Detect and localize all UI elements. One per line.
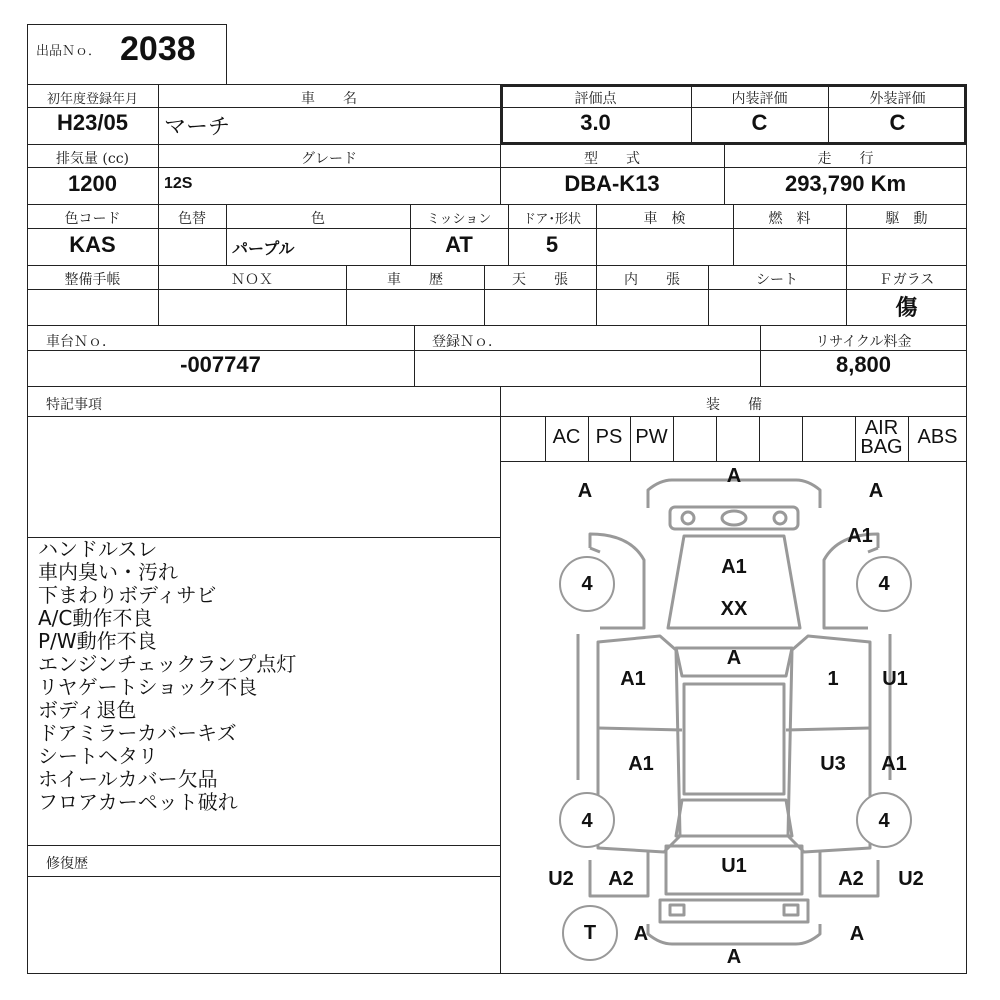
mark-right-front-door: U1 bbox=[882, 668, 908, 690]
drive-label: 駆 動 bbox=[885, 211, 928, 227]
mark-right-pillar: A1 bbox=[847, 525, 873, 547]
equip-ps: PS bbox=[595, 426, 623, 448]
mark-front-left-corner: A bbox=[577, 480, 593, 502]
inspection-label: 車 検 bbox=[643, 211, 686, 227]
lot-number: 2038 bbox=[120, 30, 196, 68]
door-label: ドア･形状 bbox=[522, 212, 582, 227]
color-change-label: 色替 bbox=[178, 211, 206, 227]
equipment-label: 装 備 bbox=[706, 397, 762, 413]
mark-rear-right-tire: 4 bbox=[878, 810, 890, 832]
note-line: P/W動作不良 bbox=[38, 629, 157, 653]
displacement-value: 1200 bbox=[68, 171, 117, 196]
mark-left-rear-door: A1 bbox=[628, 753, 654, 775]
car-name-label: 車 名 bbox=[301, 91, 357, 107]
sunroof-label: 天 張 bbox=[512, 272, 568, 288]
mark-rear-bumper: A bbox=[726, 946, 742, 968]
note-line: シートヘタリ bbox=[38, 744, 158, 768]
color-label: 色 bbox=[311, 211, 325, 227]
mark-left-rear-fender-outer: U2 bbox=[548, 868, 574, 890]
note-line: 下まわりボディサビ bbox=[38, 583, 217, 607]
interior-score-label: 内装評価 bbox=[731, 91, 788, 107]
repair-history-label: 修復歴 bbox=[46, 856, 88, 872]
front-glass-value: 傷 bbox=[895, 295, 918, 321]
mark-front-bumper: A bbox=[726, 465, 742, 487]
grade-value: 12S bbox=[164, 175, 193, 192]
score-value: 3.0 bbox=[580, 110, 611, 135]
fuel-label: 燃 料 bbox=[768, 211, 811, 227]
mark-roof: A bbox=[726, 647, 742, 669]
mark-right-rear-fender: A2 bbox=[838, 868, 864, 890]
recycle-value: 8,800 bbox=[835, 352, 892, 377]
mark-hood-2: XX bbox=[720, 598, 748, 620]
history-label: 車 歴 bbox=[387, 272, 443, 288]
chassis-value: -007747 bbox=[180, 352, 261, 377]
equip-airbag-line2: BAG bbox=[860, 436, 903, 458]
note-line: ボディ退色 bbox=[38, 698, 137, 722]
notes-label: 特記事項 bbox=[46, 397, 102, 413]
model-value: DBA-K13 bbox=[564, 171, 660, 196]
mission-value: AT bbox=[445, 232, 473, 257]
first-registration-value: H23/05 bbox=[57, 110, 128, 135]
roof-shape bbox=[684, 684, 784, 794]
mark-front-right-corner: A bbox=[868, 480, 884, 502]
grade-label: グレード bbox=[301, 151, 357, 167]
mark-left-rear-fender: A2 bbox=[608, 868, 634, 890]
interior-trim-label: 内 張 bbox=[624, 272, 680, 288]
door-value: 5 bbox=[545, 232, 559, 257]
recycle-label: リサイクル料金 bbox=[815, 334, 912, 350]
rear-window-shape bbox=[676, 800, 792, 836]
mark-rear-left-corner: A bbox=[633, 923, 649, 945]
exterior-score-value: C bbox=[889, 110, 906, 135]
mark-hood-1: A1 bbox=[721, 556, 747, 578]
mark-right-rear-fender-outer: U2 bbox=[898, 868, 924, 890]
seat-label: シート bbox=[756, 272, 798, 288]
mark-left-front-door: A1 bbox=[620, 668, 646, 690]
mark-right-front-door-inner: 1 bbox=[827, 668, 839, 690]
note-line: エンジンチェックランプ点灯 bbox=[38, 652, 297, 676]
rear-bumper-plate-shape bbox=[660, 900, 808, 922]
color-value: パープル bbox=[232, 239, 295, 258]
note-line: 車内臭い・汚れ bbox=[38, 560, 178, 584]
mission-label: ミッション bbox=[426, 212, 492, 227]
front-glass-label: Ｆガラス bbox=[878, 272, 935, 288]
mileage-value: 293,790 Km bbox=[784, 171, 907, 196]
mileage-label: 走 行 bbox=[817, 151, 874, 167]
mark-right-rear-door-inner: U3 bbox=[820, 753, 846, 775]
equip-pw: PW bbox=[635, 426, 668, 448]
car-name-value: マーチ bbox=[164, 115, 231, 140]
displacement-label: 排気量 (cc) bbox=[55, 151, 130, 167]
mark-rear-left-tire: 4 bbox=[581, 810, 593, 832]
note-line: ドアミラーカバーキズ bbox=[38, 721, 237, 745]
rear-bumper-shape bbox=[648, 924, 820, 944]
equip-ac: AC bbox=[552, 426, 581, 448]
mark-front-left-tire: 4 bbox=[581, 573, 593, 595]
note-line: ホイールカバー欠品 bbox=[38, 767, 218, 791]
note-line: フロアカーペット破れ bbox=[38, 790, 238, 814]
maintenance-label: 整備手帳 bbox=[64, 272, 121, 288]
mark-rear-right-corner: A bbox=[849, 923, 865, 945]
color-code-value: KAS bbox=[69, 232, 116, 257]
note-line: A/C動作不良 bbox=[38, 606, 153, 630]
mark-trunk: U1 bbox=[721, 855, 747, 877]
first-registration-label: 初年度登録年月 bbox=[46, 92, 138, 107]
exterior-score-label: 外装評価 bbox=[869, 91, 926, 107]
score-label: 評価点 bbox=[574, 91, 617, 107]
mark-front-right-tire: 4 bbox=[878, 573, 890, 595]
model-label: 型 式 bbox=[584, 151, 640, 167]
equip-abs: ABS bbox=[917, 426, 958, 448]
nox-label: ＮＯＸ bbox=[231, 272, 273, 288]
color-code-label: 色コード bbox=[64, 211, 121, 227]
equip-airbag-line1: AIR bbox=[864, 417, 899, 439]
interior-score-value: C bbox=[751, 110, 768, 135]
chassis-label: 車台Ｎｏ． bbox=[46, 334, 116, 350]
note-line: リヤゲートショック不良 bbox=[38, 675, 258, 699]
lot-number-label: 出品Ｎｏ． bbox=[36, 44, 102, 59]
note-line: ハンドルスレ bbox=[38, 537, 158, 561]
mark-spare-tire: T bbox=[583, 922, 597, 944]
mark-right-rear-door: A1 bbox=[881, 753, 907, 775]
registration-label: 登録Ｎｏ． bbox=[432, 334, 502, 350]
